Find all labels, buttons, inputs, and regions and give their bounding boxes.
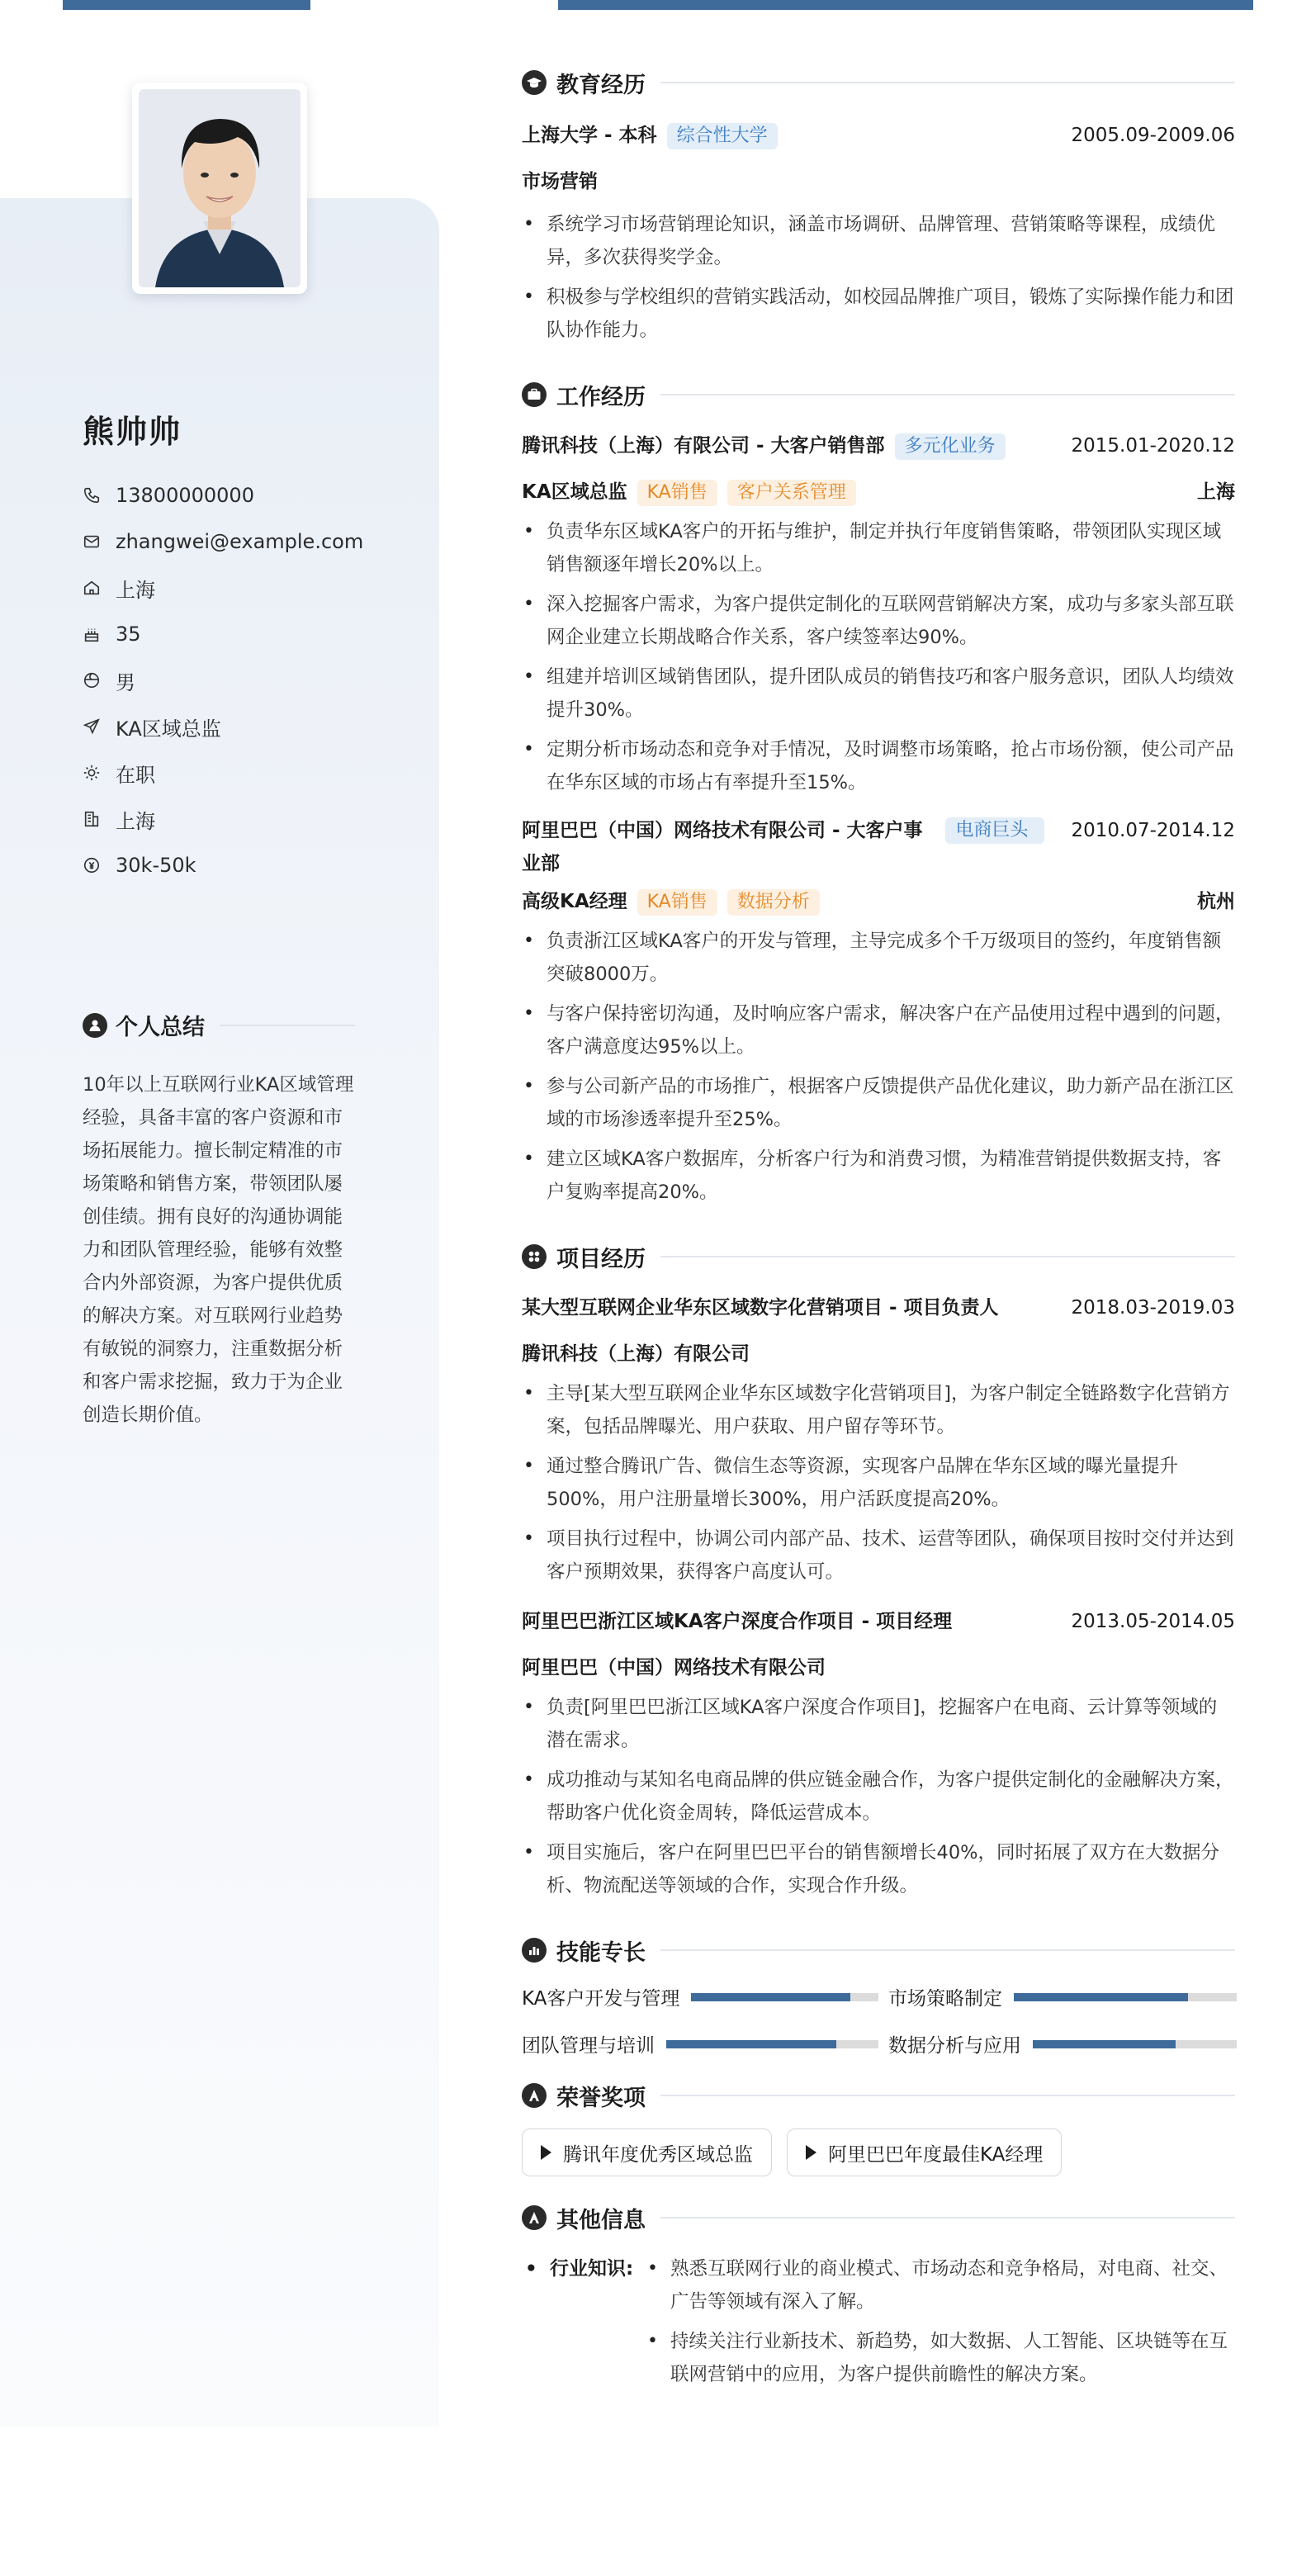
info-age-value: 35	[116, 623, 141, 646]
list-item: • 与客户保持密切沟通，及时响应客户需求，解决客户在产品使用过程中遇到的问题，客户满意度达95%以上。	[522, 997, 1235, 1063]
work-city: 上海	[1197, 481, 1235, 503]
other-title: 其他信息	[556, 2207, 646, 2233]
email-icon	[83, 533, 101, 551]
work-role-tag: KA销售	[637, 480, 717, 506]
award-item	[787, 2129, 1062, 2176]
project-entry-1	[522, 1291, 1235, 1589]
list-item: • 熟悉互联网行业的商业模式、市场动态和竞争格局，对电商、社交、广告等领域有深入了解。	[646, 2252, 1235, 2318]
project-date: 2013.05-2014.05	[1071, 1611, 1235, 1632]
projects-title: 项目经历	[556, 1246, 646, 1272]
work-title: 工作经历	[556, 384, 646, 410]
info-title-value: KA区域总监	[116, 717, 221, 741]
skill-label: 数据分析与应用	[888, 2035, 1021, 2057]
info-email-value: zhangwei@example.com	[116, 530, 364, 553]
summary-text: 10年以上互联网行业KA区域管理经验，具备丰富的客户资源和市场拓展能力。擅长制定精准的市场策略和销售方案，带领团队屡创佳绩。拥有良好的沟通协调能力和团队管理经验，能够有效整合内外部资源，为客户提供优质的解决方案。对互联网行业趋势有敏锐的洞察力，注重数据分析和客户需求挖掘，致力于为企业创造长期价值。	[83, 1074, 354, 1426]
skill-label: 市场策略制定	[888, 1988, 1002, 2010]
contact-info-list	[83, 472, 363, 888]
work-header	[522, 375, 1235, 414]
other-label: • 行业知识:	[522, 2252, 646, 2398]
work-company: 阿里巴巴（中国）网络技术有限公司 - 大客户事业部	[522, 820, 923, 874]
project-bullets	[522, 1691, 1235, 1902]
projects-divider	[660, 1256, 1235, 1257]
work-role-tag: 客户关系管理	[727, 480, 856, 506]
list-item: • 负责华东区域KA客户的开拓与维护，制定并执行年度销售策略，带领团队实现区域销售额逐年增长20%以上。	[522, 515, 1235, 581]
education-title: 教育经历	[556, 72, 646, 98]
education-major: 市场营销	[522, 171, 598, 192]
info-email	[83, 519, 363, 565]
list-item: • 主导[某大型互联网企业华东区域数字化营销项目]，为客户制定全链路数字化营销方案，包括品牌曝光、用户获取、用户留存等环节。	[522, 1377, 1235, 1443]
education-date: 2005.09-2009.06	[1071, 125, 1235, 146]
briefcase-icon	[522, 382, 547, 407]
skill-bar-fill	[691, 1993, 850, 2001]
work-date: 2015.01-2020.12	[1071, 435, 1235, 457]
info-work-city-value: 上海	[116, 809, 155, 833]
work-city: 杭州	[1197, 891, 1235, 912]
skill-bar-fill	[666, 2040, 836, 2048]
education-divider	[660, 82, 1235, 83]
list-item: • 参与公司新产品的市场推广，根据客户反馈提供产品优化建议，助力新产品在浙江区域的市场渗透率提升至25%。	[522, 1070, 1235, 1136]
work-role-tag: KA销售	[637, 889, 717, 916]
awards-header	[522, 2076, 1235, 2115]
work-entry-1	[522, 429, 1235, 799]
home-icon	[83, 579, 101, 597]
work-entry-2	[522, 814, 1235, 1209]
project-company: 阿里巴巴（中国）网络技术有限公司	[522, 1657, 826, 1679]
list-item: • 定期分析市场动态和竞争对手情况，及时调整市场策略，抢占市场份额，使公司产品在华东区域的市场占有率提升至15%。	[522, 733, 1235, 799]
skill-bar	[666, 2040, 878, 2048]
top-accent-bar-left	[63, 0, 310, 10]
grid-icon	[522, 1244, 547, 1269]
work-company: 腾讯科技（上海）有限公司 - 大客户销售部	[522, 435, 885, 457]
list-item: • 系统学习市场营销理论知识，涵盖市场调研、品牌管理、营销策略等课程，成绩优异，多次获得奖学金。	[522, 208, 1235, 274]
top-accent-bar-right	[558, 0, 1253, 10]
info-location-value: 上海	[116, 578, 155, 602]
user-circle-icon	[83, 1013, 107, 1038]
info-gender-value: 男	[116, 670, 135, 694]
skills-header	[522, 1930, 1235, 1970]
info-title	[83, 703, 363, 750]
education-school-line	[522, 119, 778, 152]
other-header	[522, 2198, 1235, 2237]
work-tag: 多元化业务	[895, 433, 1006, 460]
awards-title: 荣誉奖项	[556, 2085, 646, 2111]
project-entry-2	[522, 1605, 1235, 1902]
salary-icon	[83, 856, 101, 874]
gender-icon	[83, 671, 101, 689]
profile-name: 熊帅帅	[83, 414, 182, 450]
info-salary	[83, 842, 363, 888]
list-item: • 持续关注行业新技术、新趋势，如大数据、人工智能、区块链等在互联网营销中的应用，为客户提供前瞻性的解决方案。	[646, 2325, 1235, 2391]
award-label: 腾讯年度优秀区域总监	[563, 2143, 753, 2166]
send-icon	[83, 717, 101, 736]
play-icon	[806, 2145, 816, 2160]
project-bullets	[522, 1377, 1235, 1589]
info-location	[83, 565, 363, 611]
skill-label: 团队管理与培训	[522, 2035, 655, 2057]
skills-grid	[522, 1983, 1235, 2057]
info-status-value: 在职	[116, 763, 155, 787]
skill-bar	[691, 1993, 878, 2001]
education-entry	[522, 119, 1235, 347]
awards-list	[522, 2129, 1235, 2176]
projects-header	[522, 1237, 1235, 1276]
chart-icon	[522, 1938, 547, 1963]
summary-header	[83, 1009, 355, 1041]
other-entry	[522, 2252, 1235, 2398]
work-bullets	[522, 515, 1235, 799]
skill-bar	[1033, 2040, 1237, 2048]
list-item: • 负责浙江区域KA客户的开发与管理，主导完成多个千万级项目的签约，年度销售额突破8000万。	[522, 925, 1235, 991]
list-item: • 通过整合腾讯广告、微信生态等资源，实现客户品牌在华东区域的曝光量提升500%，用户注册量增长300%，用户活跃度提高20%。	[522, 1450, 1235, 1516]
building-icon	[83, 810, 101, 828]
info-age	[83, 611, 363, 657]
list-item: • 项目执行过程中，协调公司内部产品、技术、运营等团队，确保项目按时交付并达到客户预期效果，获得客户高度认可。	[522, 1522, 1235, 1589]
skills-divider	[660, 1949, 1235, 1951]
play-icon	[541, 2145, 551, 2160]
list-item: • 积极参与学校组织的营销实践活动，如校园品牌推广项目，锻炼了实际操作能力和团队协作能力。	[522, 281, 1235, 347]
project-name: 某大型互联网企业华东区域数字化营销项目 - 项目负责人	[522, 1297, 999, 1319]
status-icon	[83, 764, 101, 782]
work-role: KA区域总监	[522, 481, 627, 503]
project-company: 腾讯科技（上海）有限公司	[522, 1343, 750, 1365]
work-role-line	[522, 885, 820, 918]
cake-icon	[83, 625, 101, 643]
skill-item	[522, 1983, 888, 2010]
work-role-tag: 数据分析	[727, 889, 820, 916]
info-phone-value: 13800000000	[116, 484, 254, 507]
summary-title: 个人总结	[116, 1015, 205, 1040]
phone-icon	[83, 486, 101, 504]
education-tag: 综合性大学	[667, 123, 778, 149]
info-salary-value: 30k-50k	[116, 854, 196, 877]
award-icon	[522, 2083, 547, 2108]
info-status	[83, 750, 363, 796]
skills-title: 技能专长	[556, 1939, 646, 1966]
other-bullets	[646, 2252, 1235, 2398]
education-bullets	[522, 208, 1235, 347]
avatar	[139, 89, 301, 287]
avatar-portrait-icon	[139, 89, 301, 287]
skill-item	[522, 2030, 888, 2057]
award-label: 阿里巴巴年度最佳KA经理	[828, 2143, 1044, 2166]
info-gender	[83, 657, 363, 703]
list-item: • 成功推动与某知名电商品牌的供应链金融合作，为客户提供定制化的金融解决方案，帮助客户优化资金周转，降低运营成本。	[522, 1764, 1235, 1830]
education-header	[522, 63, 1235, 102]
work-date: 2010.07-2014.12	[1071, 820, 1235, 841]
info-work-city	[83, 796, 363, 842]
skill-item	[888, 1983, 1247, 2010]
list-item: • 组建并培训区域销售团队，提升团队成员的销售技巧和客户服务意识，团队人均绩效提升30%。	[522, 661, 1235, 727]
project-name: 阿里巴巴浙江区域KA客户深度合作项目 - 项目经理	[522, 1611, 953, 1632]
list-item: • 项目实施后，客户在阿里巴巴平台的销售额增长40%，同时拓展了双方在大数据分析、物流配送等领域的合作，实现合作升级。	[522, 1836, 1235, 1902]
education-school: 上海大学 - 本科	[522, 125, 657, 146]
info-a-icon	[522, 2205, 547, 2230]
work-role-line	[522, 476, 856, 509]
other-divider	[660, 2217, 1235, 2218]
list-item: • 建立区域KA客户数据库，分析客户行为和消费习惯，为精准营销提供数据支持，客户复购率提高20%。	[522, 1143, 1235, 1209]
skill-bar-fill	[1014, 1993, 1188, 2001]
list-item: • 深入挖掘客户需求，为客户提供定制化的互联网营销解决方案，成功与多家头部互联网企业建立长期战略合作关系，客户续签率达90%。	[522, 588, 1235, 654]
info-phone	[83, 472, 363, 519]
skill-item	[888, 2030, 1247, 2057]
awards-divider	[660, 2095, 1235, 2096]
work-divider	[660, 394, 1235, 395]
summary-divider	[220, 1025, 355, 1026]
work-tag: 电商巨头	[945, 817, 1044, 844]
skill-label: KA客户开发与管理	[522, 1988, 680, 2010]
work-bullets	[522, 925, 1235, 1209]
graduation-cap-icon	[522, 70, 547, 95]
award-item	[522, 2129, 772, 2176]
skill-bar-fill	[1033, 2040, 1176, 2048]
main-content	[522, 63, 1235, 2398]
skill-bar	[1014, 1993, 1237, 2001]
list-item: • 负责[阿里巴巴浙江区域KA客户深度合作项目]，挖掘客户在电商、云计算等领域的潜在需求。	[522, 1691, 1235, 1757]
work-company-line	[522, 429, 1006, 462]
avatar-frame	[132, 83, 307, 294]
work-role: 高级KA经理	[522, 891, 627, 912]
project-date: 2018.03-2019.03	[1071, 1297, 1235, 1319]
